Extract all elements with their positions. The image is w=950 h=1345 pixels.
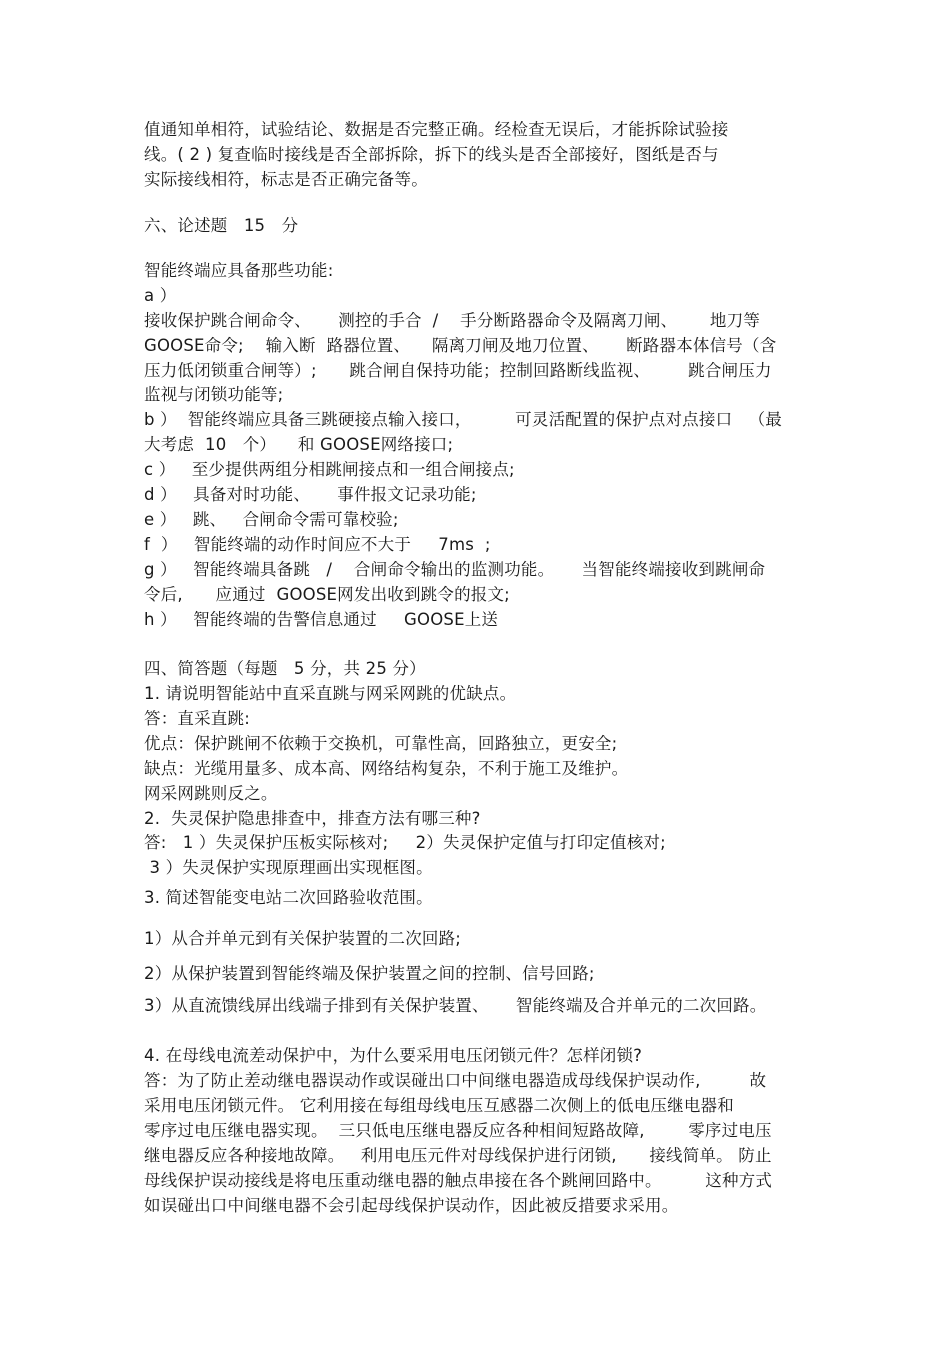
text-line: 网采网跳则反之。: [144, 784, 278, 803]
text-line: g ） 智能终端具备跳 / 合闸命令输出的监测功能。 当智能终端接收到跳闸命: [144, 560, 766, 579]
text-line: 母线保护误动接线是将电压重动继电器的触点串接在各个跳闸回路中。 这种方式: [144, 1171, 773, 1190]
text-line: 缺点：光缆用量多、成本高、网络结构复杂，不利于施工及维护。: [144, 759, 629, 778]
question-line: 1. 请说明智能站中直采直跳与网采网跳的优缺点。: [144, 684, 517, 703]
text-line: h ） 智能终端的告警信息通过 GOOSE上送: [144, 610, 499, 629]
text-line: 接收保护跳合闸命令、 测控的手合 / 手分断路器命令及隔离刀闸、 地刀等: [144, 311, 761, 330]
text-line: 2）从保护装置到智能终端及保护装置之间的控制、信号回路;: [144, 964, 595, 983]
text-line: 3）从直流馈线屏出线端子排到有关保护装置、 智能终端及合并单元的二次回路。: [144, 996, 767, 1015]
section-heading: 六、论述题 15 分: [144, 216, 299, 235]
text-line: f ） 智能终端的动作时间应不大于 7ms ;: [144, 535, 491, 554]
text-line: 采用电压闭锁元件。 它利用接在每组母线电压互感器二次侧上的低电压继电器和: [144, 1096, 734, 1115]
text-line: 3 ）失灵保护实现原理画出实现框图。: [144, 858, 433, 877]
text-line: 优点：保护跳闸不依赖于交换机，可靠性高，回路独立，更安全;: [144, 734, 618, 753]
text-line: 监视与闭锁功能等;: [144, 385, 284, 404]
text-line: 大考虑 10 个） 和 GOOSE网络接口;: [144, 435, 454, 454]
text-line: 智能终端应具备那些功能:: [144, 261, 334, 280]
text-line: 零序过电压继电器实现。 三只低电压继电器反应各种相间短路故障, 零序过电压: [144, 1121, 772, 1140]
text-line: c ） 至少提供两组分相跳闸接点和一组合闸接点;: [144, 460, 515, 479]
text-line: 值通知单相符，试验结论、数据是否完整正确。经检查无误后，才能拆除试验接: [144, 120, 729, 139]
text-line: 如误碰出口中间继电器不会引起母线保护误动作，因此被反措要求采用。: [144, 1196, 679, 1215]
text-line: 答：直采直跳:: [144, 709, 250, 728]
text-line: 答: 1 ）失灵保护压板实际核对; 2）失灵保护定值与打印定值核对;: [144, 833, 666, 852]
text-line: 继电器反应各种接地故障。 利用电压元件对母线保护进行闭锁, 接线简单。 防止: [144, 1146, 772, 1165]
text-line: 线。( 2 ) 复查临时接线是否全部拆除，拆下的线头是否全部接好，图纸是否与: [144, 145, 719, 164]
text-line: 1）从合并单元到有关保护装置的二次回路;: [144, 929, 462, 948]
list-marker: a ）: [144, 286, 177, 305]
text-line: GOOSE命令; 输入断 路器位置、 隔离刀闸及地刀位置、 断路器本体信号（含: [144, 336, 777, 355]
question-line: 3. 简述智能变电站二次回路验收范围。: [144, 888, 433, 907]
question-line: 4. 在母线电流差动保护中，为什么要采用电压闭锁元件？怎样闭锁?: [144, 1046, 643, 1065]
text-line: d ） 具备对时功能、 事件报文记录功能;: [144, 485, 477, 504]
text-line: 答：为了防止差动继电器误动作或误碰出口中间继电器造成母线保护误动作, 故: [144, 1071, 767, 1090]
text-line: 压力低闭锁重合闸等）; 跳合闸自保持功能；控制回路断线监视、 跳合闸压力: [144, 361, 772, 380]
text-line: 令后, 应通过 GOOSE网发出收到跳令的报文;: [144, 585, 510, 604]
question-line: 2. 失灵保护隐患排查中，排查方法有哪三种?: [144, 809, 481, 828]
text-line: e ） 跳、 合闸命令需可靠校验;: [144, 510, 399, 529]
text-line: 实际接线相符，标志是否正确完备等。: [144, 170, 428, 189]
text-line: b ） 智能终端应具备三跳硬接点输入接口， 可灵活配置的保护点对点接口 （最: [144, 410, 783, 429]
section-heading: 四、简答题（每题 5 分，共 25 分）: [144, 659, 426, 678]
